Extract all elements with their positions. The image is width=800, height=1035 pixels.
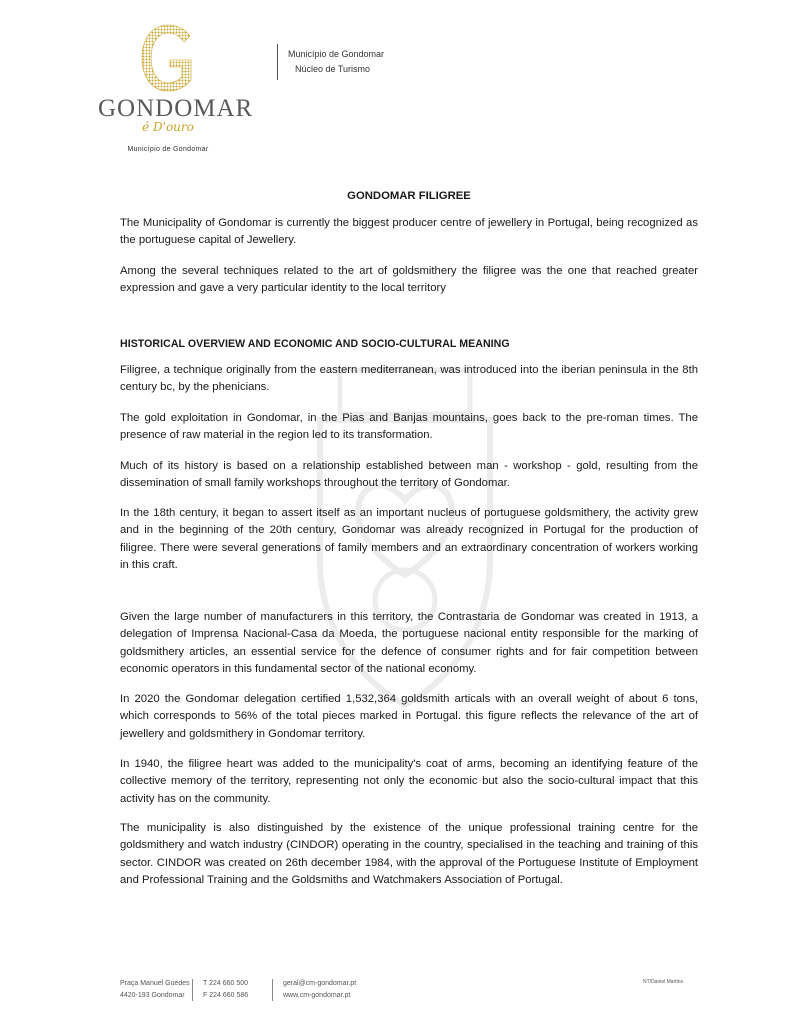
gondomar-g-emblem-icon: [136, 22, 200, 94]
header-org-line2: Núcleo de Turismo: [295, 64, 371, 74]
logo-wordmark: GONDOMAR: [98, 95, 254, 122]
intro-paragraph: Among the several techniques related to the art of goldsmithery the filigree was the one that reached greater expression and gave a very particular identity to the local territory: [120, 265, 698, 295]
footer-address-line1: Praça Manuel Guedes: [120, 980, 190, 987]
header-organization: [288, 47, 384, 77]
footer-divider: [192, 979, 193, 1001]
body-paragraph: The gold exploitation in Gondomar, in the Pias and Banjas mountains, goes back to the pre-roman times. The presence of raw material in the region led to its transformation.: [120, 412, 698, 442]
footer-address: [120, 978, 190, 1002]
footer-credit: NT/Daniel Martins: [643, 979, 684, 985]
footer-website-link[interactable]: www.cm-gondomar.pt: [283, 992, 351, 999]
logo-tagline: é D'ouro: [142, 120, 194, 134]
body-paragraph: In the 18th century, it began to assert itself as an important nucleus of portuguese goldsmithery, the activity grew and in the beginning of the 20th century, Gondomar was already recognized in Portugal for the production of filigree. There were several generations of family members and an extraordinary concentration of workers working in this craft.: [120, 507, 698, 572]
body-paragraph: In 1940, the filigree heart was added to the municipality's coat of arms, becoming an identifying feature of the collective memory of the territory, representing not only the economic but also the socio-cultural impact that this activity has on the community.: [120, 758, 698, 805]
footer-fax: F 224 660 586: [203, 992, 249, 999]
body-paragraph: Given the large number of manufacturers in this territory, the Contrastaria de Gondomar was created in 1913, a delegation of Imprensa Nacional-Casa da Moeda, the portuguese nacional entity responsible for the marking of goldsmithery articles, an essential service for the defence of consumer rights and for fair competition between economic operators in this fundamental sector of the national economy.: [120, 611, 698, 676]
footer-address-line2: 4420-193 Gondomar: [120, 992, 185, 999]
header-divider: [277, 44, 278, 80]
body-paragraph: The municipality is also distinguished by the existence of the unique professional training centre for the goldsmithery and watch industry (CINDOR) operating in the country, specialised in the teaching and training of this sector. CINDOR was created on 26th december 1984, with the approval of the Portuguese Institute of Employment and Professional Training and the Goldsmiths and Watchmakers Association of Portugal.: [120, 822, 698, 887]
body-paragraph: Filigree, a technique originally from the eastern mediterranean, was introduced into the iberian peninsula in the 8th century bc, by the phenicians.: [120, 364, 698, 394]
section-heading: HISTORICAL OVERVIEW AND ECONOMIC AND SOCIO-CULTURAL MEANING: [120, 338, 510, 350]
footer-telephone: T 224 660 500: [203, 980, 249, 987]
body-paragraph: In 2020 the Gondomar delegation certified 1,532,364 goldsmith articals with an overall weight of about 6 tons, which corresponds to 56% of the total pieces marked in Portugal. this figure reflects the relevance of the art of jewellery and goldsmithery in Gondomar territory.: [120, 693, 698, 740]
footer-divider: [272, 979, 273, 1001]
document-title: GONDOMAR FILIGREE: [347, 190, 471, 202]
intro-paragraph: The Municipality of Gondomar is currently the biggest producer centre of jewellery in Portugal, being recognized as the portuguese capital of Jewellery.: [120, 217, 698, 247]
logo-subtitle: Município de Gondomar: [127, 146, 209, 153]
footer-contacts: [283, 978, 356, 1002]
footer-email-link[interactable]: geral@cm-gondomar.pt: [283, 980, 357, 987]
header-org-line1: Município de Gondomar: [288, 49, 385, 59]
municipality-logo: [98, 22, 254, 153]
body-paragraph: Much of its history is based on a relationship established between man - workshop - gold, resulting from the dissemination of small family workshops throughout the territory of Gondomar.: [120, 460, 698, 490]
footer-phone: [203, 978, 248, 1002]
